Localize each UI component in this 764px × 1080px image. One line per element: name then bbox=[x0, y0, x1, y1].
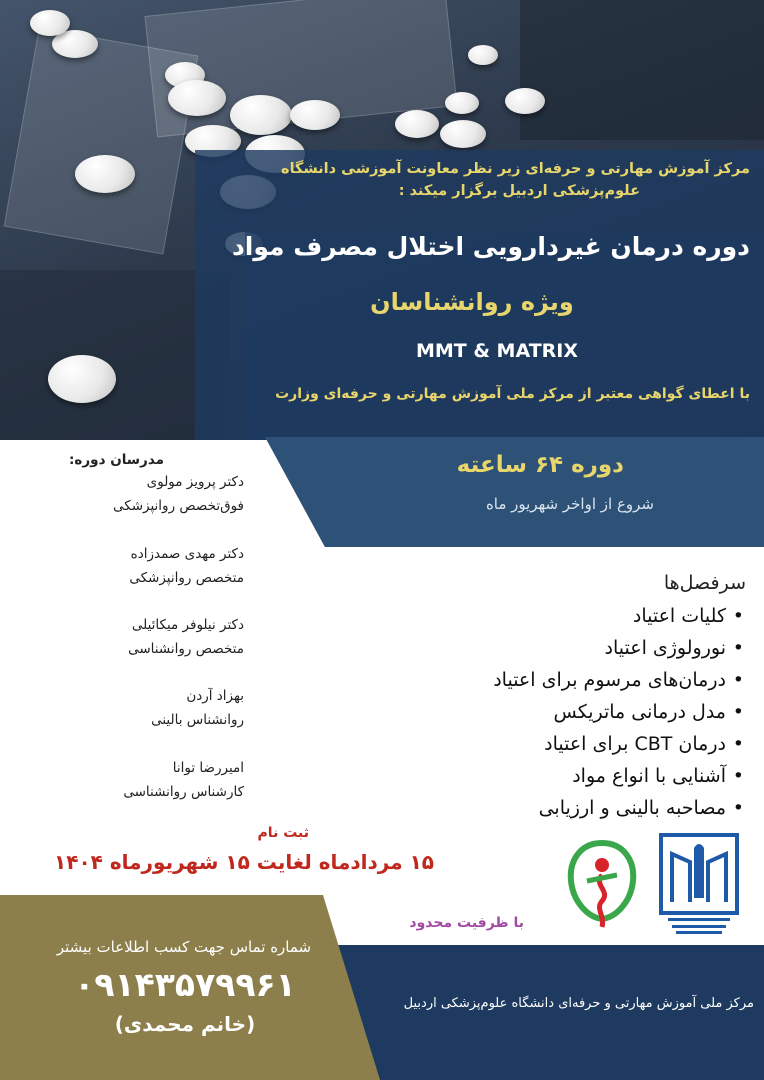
instructor-item bbox=[44, 756, 244, 804]
instructor-title: متخصص روانشناسی bbox=[128, 641, 244, 657]
intro-line-1: مرکز آموزش مهارتی و حرفه‌ای زیر نظر معاونت آموزشی دانشگاه bbox=[281, 161, 750, 177]
pill-shape bbox=[505, 88, 545, 114]
pill-shape bbox=[468, 45, 498, 65]
instructor-name: دکتر نیلوفر میکائیلی bbox=[131, 617, 244, 633]
topic-item: • مدل درمانی ماتریکس bbox=[493, 696, 726, 728]
pill-shape bbox=[395, 110, 439, 138]
instructor-item bbox=[44, 542, 244, 590]
course-english-title: MMT & MATRIX bbox=[415, 340, 579, 362]
capacity-note: با ظرفیت محدود bbox=[409, 915, 524, 931]
topic-item: • کلیات اعتیاد bbox=[493, 600, 726, 632]
pill-shape bbox=[440, 120, 486, 148]
registration-label: ثبت نام bbox=[257, 825, 309, 841]
certificate-text: با اعطای گواهی معتبر از مرکز ملی آموزش مهارتی و حرفه‌ای وزارت bbox=[275, 386, 750, 402]
university-logo-icon bbox=[658, 832, 740, 937]
pill-shape bbox=[230, 95, 292, 135]
duration-title: دوره ۶۴ ساعته bbox=[456, 452, 624, 478]
instructor-title: متخصص روانپزشکی bbox=[129, 570, 244, 586]
skills-center-logo-icon bbox=[565, 835, 640, 935]
instructor-title: روانشناس بالینی bbox=[151, 712, 244, 728]
instructor-item bbox=[44, 684, 244, 732]
pill-shape bbox=[290, 100, 340, 130]
instructor-name: دکتر پرویز مولوی bbox=[146, 474, 244, 490]
instructor-name: بهزاد آردن bbox=[186, 688, 244, 704]
contact-phone: ۰۹۱۴۳۵۷۹۹۶۱ bbox=[74, 965, 296, 1004]
instructor-item bbox=[44, 613, 244, 661]
intro-line-2: علوم‌پزشکی اردبیل برگزار میکند : bbox=[398, 183, 640, 199]
plastic-bag-shape bbox=[4, 27, 199, 254]
duration-start: شروع از اواخر شهریور ماه bbox=[485, 495, 654, 513]
center-name: مرکز ملی آموزش مهارتی و حرفه‌ای دانشگاه علوم‌پزشکی اردبیل bbox=[403, 996, 754, 1011]
pill-shape bbox=[168, 80, 226, 116]
pill-shape bbox=[445, 92, 479, 114]
topic-item: • درمان‌های مرسوم برای اعتیاد bbox=[493, 664, 726, 696]
intro-text bbox=[190, 158, 750, 202]
pill-shape bbox=[30, 10, 70, 36]
registration-dates: ۱۵ مردادماه لغایت ۱۵ شهریورماه ۱۴۰۴ bbox=[54, 850, 434, 874]
instructor-name: دکتر مهدی صمدزاده bbox=[130, 546, 244, 562]
course-title: دوره درمان غیردارویی اختلال مصرف مواد bbox=[231, 232, 750, 261]
topic-item: • نورولوژی اعتیاد bbox=[493, 632, 726, 664]
topics-list bbox=[493, 600, 744, 824]
pill-shape bbox=[75, 155, 135, 193]
topic-item: • مصاحبه بالینی و ارزیابی bbox=[493, 792, 726, 824]
pill-shape bbox=[48, 355, 116, 403]
instructor-name: امیررضا توانا bbox=[172, 760, 244, 776]
dark-cloth-shape bbox=[520, 0, 764, 140]
topics-title: سرفصل‌ها bbox=[663, 572, 746, 594]
instructor-title: کارشناس روانشناسی bbox=[123, 784, 244, 800]
contact-person: (خانم محمدی) bbox=[114, 1012, 256, 1036]
topic-item: • آشنایی با انواع مواد bbox=[493, 760, 726, 792]
course-subtitle: ویژه روانشناسان bbox=[370, 288, 574, 316]
instructor-title: فوق‌تخصص روانپزشکی bbox=[113, 498, 244, 514]
instructor-item bbox=[44, 470, 244, 518]
contact-title: شماره تماس جهت کسب اطلاعات بیشتر bbox=[56, 938, 312, 956]
instructors-heading: مدرسان دوره: bbox=[69, 452, 164, 468]
topic-item: • درمان CBT برای اعتیاد bbox=[493, 728, 726, 760]
title-panel-overlay bbox=[245, 230, 764, 440]
